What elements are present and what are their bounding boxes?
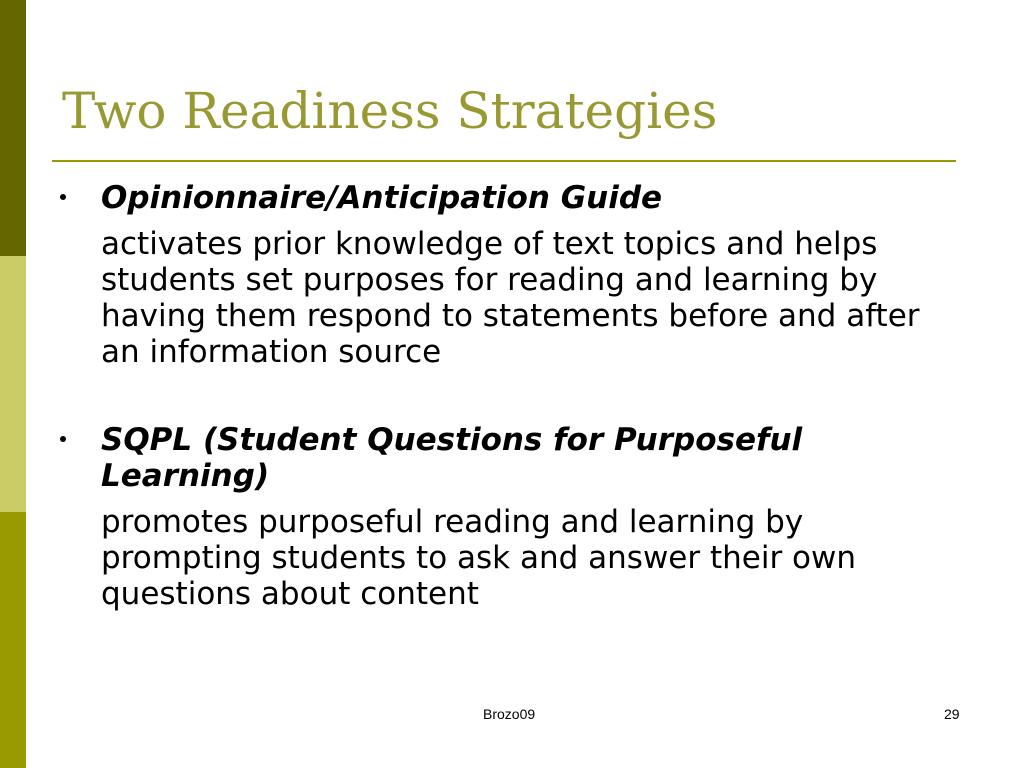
slide-title: Two Readiness Strategies bbox=[62, 82, 718, 140]
bullet-item bbox=[60, 180, 960, 370]
bullet-item bbox=[60, 422, 960, 612]
bullet-description: activates prior knowledge of text topics and helps students set purposes for reading and learning by having them respond to statements before and after an information source bbox=[101, 226, 920, 370]
side-stripe-middle bbox=[0, 256, 26, 512]
bullet-dot-icon bbox=[60, 436, 66, 442]
side-stripe-top bbox=[0, 0, 26, 256]
slide-content bbox=[60, 180, 960, 612]
title-divider bbox=[52, 160, 956, 162]
bullet-description: promotes purposeful reading and learning by prompting students to ask and answer their own questions about content bbox=[101, 504, 857, 612]
bullet-dot-icon bbox=[60, 194, 66, 200]
footer-text: Brozo09 bbox=[483, 706, 536, 722]
bullet-term: SQPL (Student Questions for Purposeful Learning) bbox=[101, 422, 803, 494]
bullet-term: Opinionnaire/Anticipation Guide bbox=[101, 180, 663, 216]
slide-number: 29 bbox=[944, 706, 960, 722]
side-stripe-bottom bbox=[0, 512, 26, 768]
